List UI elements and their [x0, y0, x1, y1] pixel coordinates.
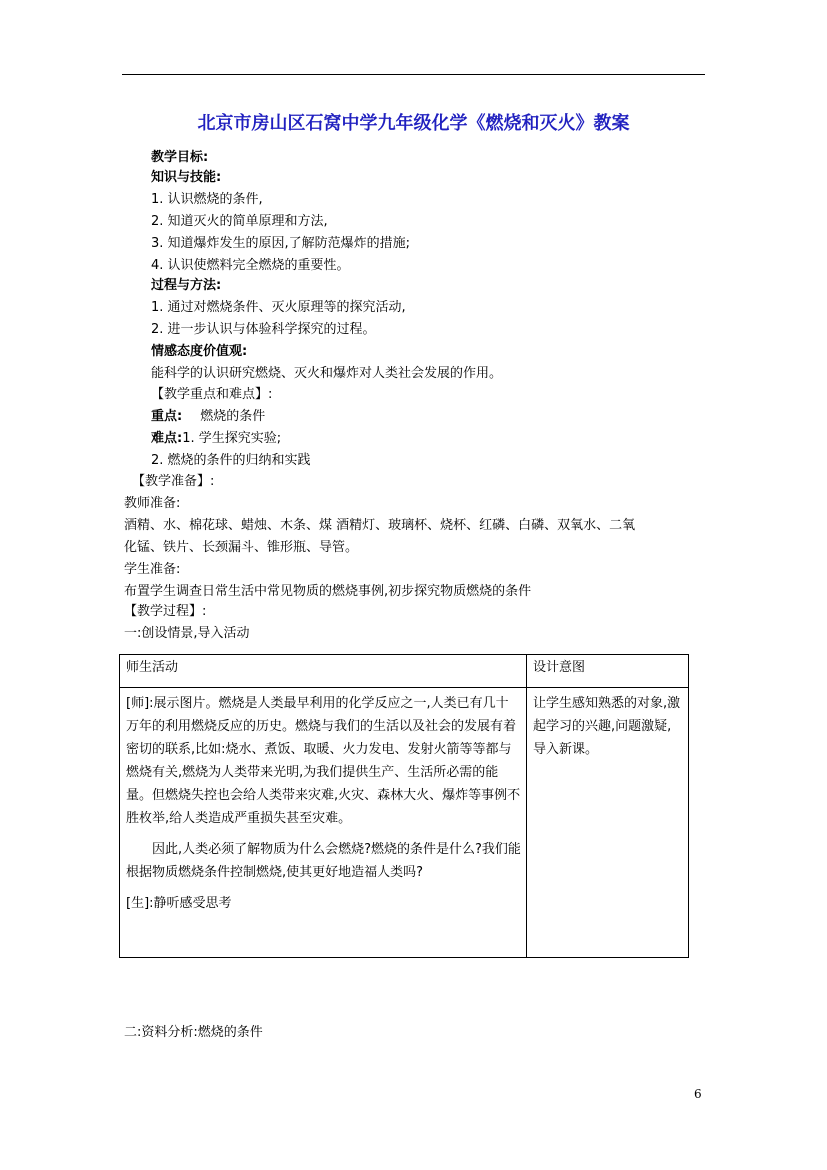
knowledge-heading: 知识与技能: [151, 170, 222, 185]
student-prep-label: 学生准备: [124, 562, 181, 577]
teacher-prep-line1: 酒精、水、棉花球、蜡烛、木条、煤 酒精灯、玻璃杯、烧杯、红磷、白磷、双氧水、二氧 [124, 518, 636, 533]
preparation-heading: 【教学准备】: [132, 474, 215, 489]
intent-cell: 让学生感知熟悉的对象,激起学习的兴趣,问题激疑,导入新课。 [527, 688, 689, 958]
teacher-prep-label: 教师准备: [124, 496, 181, 511]
process-item-1: 1. 通过对燃烧条件、灭火原理等的探究活动, [151, 300, 406, 315]
col-header-intent: 设计意图 [527, 655, 689, 688]
knowledge-item-1: 1. 认识燃烧的条件, [151, 192, 263, 207]
teacher-paragraph: [师]:展示图片。燃烧是人类最早利用的化学反应之一,人类已有几十万年的利用燃烧反应的历史。燃烧与我们的生活以及社会的发展有着密切的联系,比如:烧水、煮饭、取暖、火力发电、发射火箭等等都与燃烧有关,燃烧为人类带来光明,为我们提供生产、生活所必需的能量。但燃烧失控也会给人类带来灾难,火灾、森林大火、爆炸等事例不胜枚举,给人类造成严重损失甚至灾难。 [126, 696, 521, 826]
focus-line [151, 407, 265, 427]
knowledge-item-4: 4. 认识使燃料完全燃烧的重要性。 [151, 258, 350, 273]
keypoints-heading: 【教学重点和难点】: [151, 387, 273, 402]
activity-cell [120, 688, 527, 958]
teacher-prep-line2: 化锰、铁片、长颈漏斗、锥形瓶、导管。 [124, 540, 359, 555]
knowledge-item-2: 2. 知道灭火的简单原理和方法, [151, 214, 328, 229]
process-section-heading: 【教学过程】: [124, 604, 207, 619]
difficulty-line [151, 429, 281, 449]
difficulty-2: 2. 燃烧的条件的归纳和实践 [151, 453, 311, 468]
student-prep-text: 布置学生调查日常生活中常见物质的燃烧事例,初步探究物质燃烧的条件 [124, 584, 532, 599]
section-1-title: 一:创设情景,导入活动 [124, 626, 250, 641]
student-response: [生]:静听感受思考 [126, 896, 232, 911]
teaching-process-table [119, 654, 689, 958]
difficulty-1: 1. 学生探究实验; [182, 431, 282, 446]
question-paragraph: 因此,人类必须了解物质为什么会燃烧?燃烧的条件是什么?我们能根据物质燃烧条件控制燃烧,使其更好地造福人类吗? [126, 842, 521, 880]
page-number: 6 [694, 1087, 702, 1101]
process-item-2: 2. 进一步认识与体验科学探究的过程。 [151, 322, 376, 337]
emotion-heading: 情感态度价值观: [151, 344, 248, 359]
document-title: 北京市房山区石窝中学九年级化学《燃烧和灭火》教案 [197, 113, 630, 134]
focus-label: 重点: [151, 409, 183, 424]
difficulty-label: 难点: [151, 431, 183, 446]
focus-text: 燃烧的条件 [200, 409, 266, 424]
header-rule [122, 74, 705, 75]
process-heading: 过程与方法: [151, 278, 222, 293]
knowledge-item-3: 3. 知道爆炸发生的原因,了解防范爆炸的措施; [151, 236, 411, 251]
emotion-text: 能科学的认识研究燃烧、灭火和爆炸对人类社会发展的作用。 [151, 366, 503, 381]
col-header-activity: 师生活动 [120, 655, 527, 688]
section-2-title: 二:资料分析:燃烧的条件 [124, 1025, 263, 1040]
objectives-heading: 教学目标: [151, 150, 209, 165]
